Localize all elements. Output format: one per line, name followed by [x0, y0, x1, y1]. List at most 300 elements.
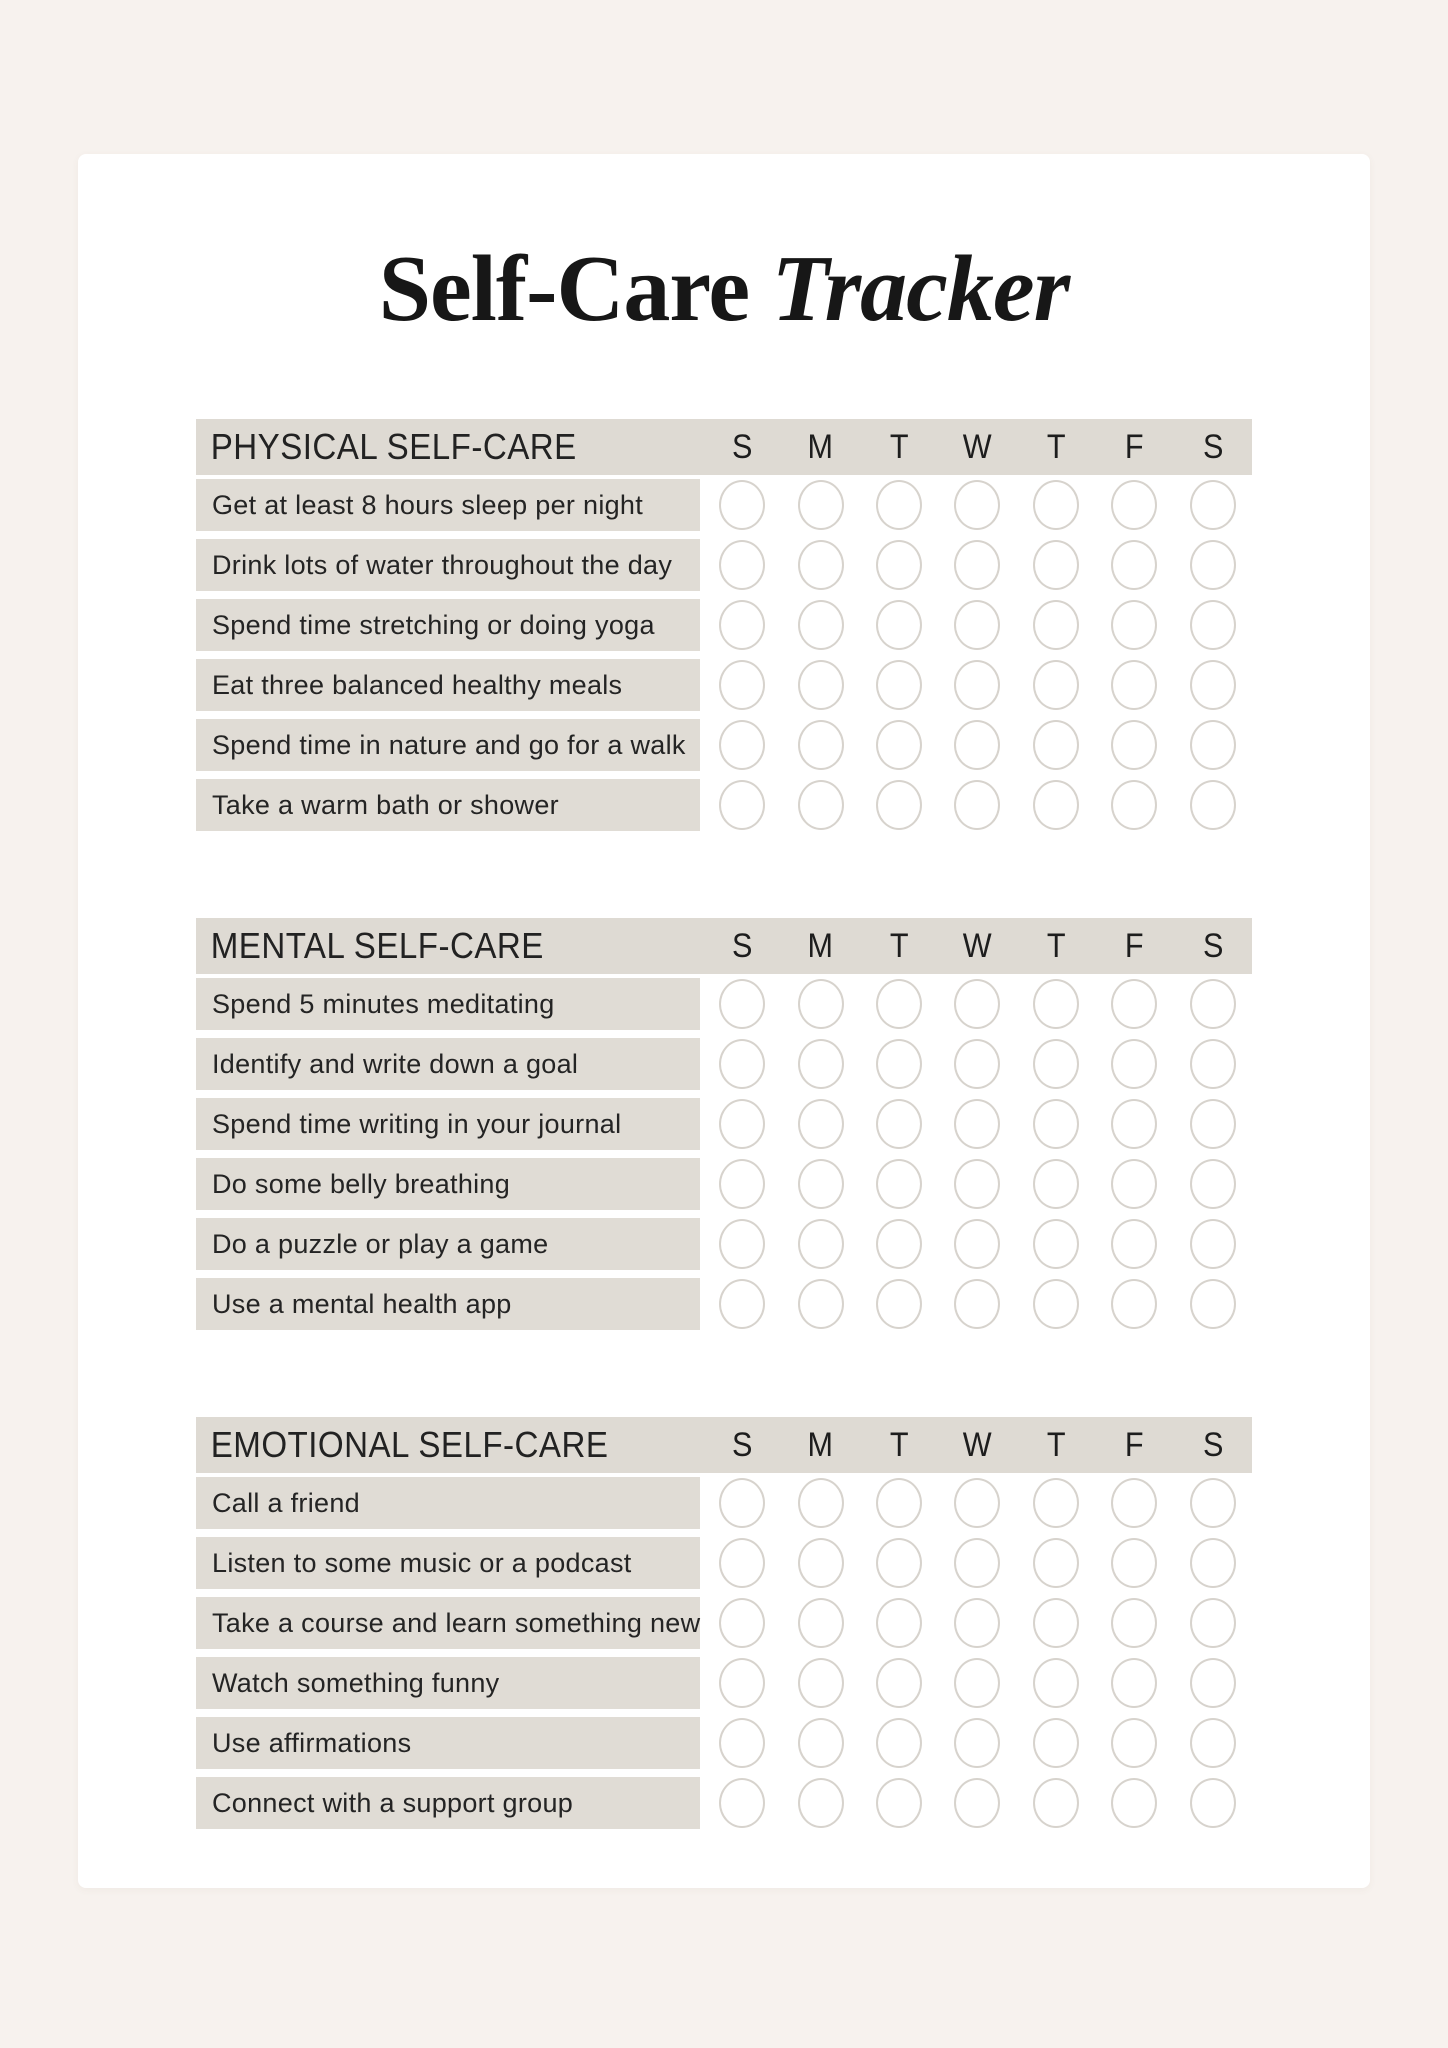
- day-letters-row: [703, 918, 1252, 974]
- task-label: Eat three balanced healthy meals: [196, 659, 700, 711]
- task-row: [196, 1477, 1252, 1529]
- day-checkbox-circle[interactable]: [1111, 1778, 1157, 1828]
- circle-cell: [781, 1158, 859, 1210]
- circle-cell: [1017, 659, 1095, 711]
- circle-cell: [781, 539, 859, 591]
- circle-cell: [938, 1038, 1016, 1090]
- day-checkbox-circle[interactable]: [954, 1279, 1000, 1329]
- task-label: Take a warm bath or shower: [196, 779, 700, 831]
- circle-cell: [1174, 539, 1252, 591]
- day-checkbox-circle[interactable]: [1033, 600, 1079, 650]
- day-checkbox-circle[interactable]: [1033, 1778, 1079, 1828]
- task-label: Call a friend: [196, 1477, 700, 1529]
- day-checkbox-circle[interactable]: [1033, 780, 1079, 830]
- circle-cell: [860, 1158, 938, 1210]
- circle-cell: [1095, 1098, 1173, 1150]
- day-checkbox-circle[interactable]: [798, 480, 844, 530]
- day-checkbox-circle[interactable]: [719, 660, 765, 710]
- day-checkbox-circle[interactable]: [954, 979, 1000, 1029]
- day-checkbox-circle[interactable]: [876, 1778, 922, 1828]
- circle-cell: [1017, 1477, 1095, 1529]
- circle-cell: [1174, 978, 1252, 1030]
- task-label: Do some belly breathing: [196, 1158, 700, 1210]
- day-checkbox-circle[interactable]: [876, 780, 922, 830]
- day-checkbox-circle[interactable]: [719, 1219, 765, 1269]
- day-checkbox-circle[interactable]: [954, 1778, 1000, 1828]
- circle-cell: [781, 1477, 859, 1529]
- day-checkbox-circle[interactable]: [1033, 660, 1079, 710]
- circle-cell: [1174, 1218, 1252, 1270]
- circle-cell: [781, 1218, 859, 1270]
- day-checkbox-circle[interactable]: [954, 1658, 1000, 1708]
- circle-cell: [1017, 1657, 1095, 1709]
- day-checkbox-circle[interactable]: [876, 1598, 922, 1648]
- circle-cell: [1174, 1158, 1252, 1210]
- task-label: Listen to some music or a podcast: [196, 1537, 700, 1589]
- circle-cell: [860, 779, 938, 831]
- day-letter: T: [1046, 427, 1066, 466]
- day-checkbox-circle[interactable]: [1111, 1718, 1157, 1768]
- circle-cell: [1174, 1777, 1252, 1829]
- day-checkbox-circle[interactable]: [1033, 1538, 1079, 1588]
- day-checkbox-circle[interactable]: [876, 600, 922, 650]
- section-title: PHYSICAL SELF-CARE: [210, 426, 577, 467]
- day-checkbox-circle[interactable]: [1111, 1478, 1157, 1528]
- day-checkbox-circle[interactable]: [954, 780, 1000, 830]
- day-checkbox-circle[interactable]: [1190, 780, 1236, 830]
- day-checkbox-circle[interactable]: [954, 1718, 1000, 1768]
- day-checkbox-circle[interactable]: [1111, 600, 1157, 650]
- task-label: Spend time in nature and go for a walk: [196, 719, 700, 771]
- day-letter: S: [1202, 926, 1223, 965]
- day-checkbox-circle[interactable]: [1111, 780, 1157, 830]
- circle-cell: [703, 1477, 781, 1529]
- day-letter: F: [1124, 926, 1144, 965]
- day-checkbox-circle[interactable]: [719, 1159, 765, 1209]
- circle-cell: [703, 539, 781, 591]
- circle-cell: [860, 659, 938, 711]
- circle-cell: [1095, 1278, 1173, 1330]
- circle-cell: [1017, 1777, 1095, 1829]
- day-checkbox-circle[interactable]: [1111, 1598, 1157, 1648]
- circle-cell: [1017, 1597, 1095, 1649]
- circle-cell: [703, 1777, 781, 1829]
- circle-cell: [1095, 719, 1173, 771]
- day-checkbox-circle[interactable]: [876, 1718, 922, 1768]
- day-checkbox-circle[interactable]: [876, 1099, 922, 1149]
- task-label: Use a mental health app: [196, 1278, 700, 1330]
- circle-cell: [703, 479, 781, 531]
- circle-cell: [938, 479, 1016, 531]
- day-letter: F: [1124, 427, 1144, 466]
- circle-cell: [1095, 1158, 1173, 1210]
- task-label: Connect with a support group: [196, 1777, 700, 1829]
- circle-cell: [781, 599, 859, 651]
- day-checkbox-circle[interactable]: [1111, 1658, 1157, 1708]
- day-checkbox-circle[interactable]: [719, 1279, 765, 1329]
- task-label: Watch something funny: [196, 1657, 700, 1709]
- day-checkbox-circle[interactable]: [798, 1159, 844, 1209]
- circle-cell: [1017, 1537, 1095, 1589]
- day-checkbox-circle[interactable]: [1111, 660, 1157, 710]
- section-rows: [196, 1477, 1252, 1829]
- day-checkbox-circle[interactable]: [798, 540, 844, 590]
- circle-cell: [1095, 1477, 1173, 1529]
- task-circles: [703, 599, 1252, 651]
- day-checkbox-circle[interactable]: [1190, 979, 1236, 1029]
- day-checkbox-circle[interactable]: [1190, 1159, 1236, 1209]
- day-checkbox-circle[interactable]: [1033, 1039, 1079, 1089]
- circle-cell: [938, 1477, 1016, 1529]
- section-rows: [196, 978, 1252, 1330]
- day-checkbox-circle[interactable]: [954, 1099, 1000, 1149]
- circle-cell: [1095, 978, 1173, 1030]
- task-circles: [703, 719, 1252, 771]
- circle-cell: [703, 659, 781, 711]
- day-checkbox-circle[interactable]: [954, 600, 1000, 650]
- day-checkbox-circle[interactable]: [876, 720, 922, 770]
- day-checkbox-circle[interactable]: [798, 1538, 844, 1588]
- day-checkbox-circle[interactable]: [1111, 480, 1157, 530]
- day-checkbox-circle[interactable]: [1190, 1718, 1236, 1768]
- day-checkbox-circle[interactable]: [719, 979, 765, 1029]
- circle-cell: [860, 539, 938, 591]
- day-checkbox-circle[interactable]: [1111, 979, 1157, 1029]
- day-checkbox-circle[interactable]: [798, 1099, 844, 1149]
- day-checkbox-circle[interactable]: [1111, 540, 1157, 590]
- day-letter: W: [963, 926, 992, 965]
- day-checkbox-circle[interactable]: [719, 780, 765, 830]
- day-checkbox-circle[interactable]: [719, 1538, 765, 1588]
- circle-cell: [1174, 1537, 1252, 1589]
- circle-cell: [703, 1098, 781, 1150]
- day-checkbox-circle[interactable]: [719, 1099, 765, 1149]
- day-checkbox-circle[interactable]: [798, 1658, 844, 1708]
- task-label: Spend 5 minutes meditating: [196, 978, 700, 1030]
- circle-cell: [703, 1657, 781, 1709]
- circle-cell: [1017, 479, 1095, 531]
- task-circles: [703, 1777, 1252, 1829]
- day-checkbox-circle[interactable]: [954, 1159, 1000, 1209]
- day-checkbox-circle[interactable]: [798, 1778, 844, 1828]
- section-title: MENTAL SELF-CARE: [210, 925, 544, 966]
- day-checkbox-circle[interactable]: [876, 480, 922, 530]
- section-header-band: [196, 419, 1252, 475]
- circle-cell: [1174, 719, 1252, 771]
- day-checkbox-circle[interactable]: [1190, 1538, 1236, 1588]
- task-row: [196, 1777, 1252, 1829]
- circle-cell: [781, 659, 859, 711]
- day-checkbox-circle[interactable]: [954, 660, 1000, 710]
- day-checkbox-circle[interactable]: [719, 1718, 765, 1768]
- task-row: [196, 539, 1252, 591]
- day-checkbox-circle[interactable]: [798, 720, 844, 770]
- page-title: [78, 238, 1370, 341]
- day-letter: S: [731, 1425, 753, 1464]
- circle-cell: [1017, 1098, 1095, 1150]
- day-checkbox-circle[interactable]: [876, 540, 922, 590]
- day-checkbox-circle[interactable]: [798, 600, 844, 650]
- task-circles: [703, 479, 1252, 531]
- day-checkbox-circle[interactable]: [954, 1039, 1000, 1089]
- day-checkbox-circle[interactable]: [1190, 600, 1236, 650]
- task-row: [196, 1278, 1252, 1330]
- circle-cell: [1174, 1477, 1252, 1529]
- day-letter: S: [1202, 427, 1223, 466]
- day-checkbox-circle[interactable]: [876, 1658, 922, 1708]
- day-checkbox-circle[interactable]: [1190, 1219, 1236, 1269]
- day-checkbox-circle[interactable]: [1111, 1219, 1157, 1269]
- day-checkbox-circle[interactable]: [1190, 540, 1236, 590]
- day-letter: M: [807, 926, 834, 965]
- circle-cell: [938, 1278, 1016, 1330]
- task-row: [196, 1218, 1252, 1270]
- task-circles: [703, 1278, 1252, 1330]
- day-checkbox-circle[interactable]: [1190, 1598, 1236, 1648]
- day-checkbox-circle[interactable]: [1190, 720, 1236, 770]
- day-checkbox-circle[interactable]: [1190, 1039, 1236, 1089]
- day-checkbox-circle[interactable]: [1190, 1658, 1236, 1708]
- day-letter: S: [1202, 1425, 1223, 1464]
- circle-cell: [1017, 1717, 1095, 1769]
- day-checkbox-circle[interactable]: [1033, 1159, 1079, 1209]
- day-checkbox-circle[interactable]: [1033, 480, 1079, 530]
- day-letter: F: [1124, 1425, 1144, 1464]
- circle-cell: [938, 539, 1016, 591]
- day-letter: S: [731, 926, 753, 965]
- circle-cell: [938, 1218, 1016, 1270]
- circle-cell: [938, 779, 1016, 831]
- circle-cell: [938, 1657, 1016, 1709]
- day-checkbox-circle[interactable]: [719, 480, 765, 530]
- circle-cell: [703, 1218, 781, 1270]
- day-checkbox-circle[interactable]: [876, 1159, 922, 1209]
- day-checkbox-circle[interactable]: [1111, 720, 1157, 770]
- day-letter: W: [963, 1425, 992, 1464]
- day-checkbox-circle[interactable]: [798, 1219, 844, 1269]
- task-label: Take a course and learn something new: [196, 1597, 700, 1649]
- day-checkbox-circle[interactable]: [954, 480, 1000, 530]
- day-checkbox-circle[interactable]: [798, 660, 844, 710]
- circle-cell: [1174, 1278, 1252, 1330]
- circle-cell: [1174, 479, 1252, 531]
- day-checkbox-circle[interactable]: [876, 1279, 922, 1329]
- day-checkbox-circle[interactable]: [954, 1598, 1000, 1648]
- day-checkbox-circle[interactable]: [1111, 1159, 1157, 1209]
- day-checkbox-circle[interactable]: [798, 1279, 844, 1329]
- circle-cell: [938, 978, 1016, 1030]
- circle-cell: [703, 599, 781, 651]
- circle-cell: [703, 1158, 781, 1210]
- page-title-regular: Self-Care: [378, 237, 750, 341]
- circle-cell: [1017, 1278, 1095, 1330]
- circle-cell: [860, 1537, 938, 1589]
- task-circles: [703, 1597, 1252, 1649]
- circle-cell: [1095, 779, 1173, 831]
- circle-cell: [1095, 1717, 1173, 1769]
- day-checkbox-circle[interactable]: [1033, 1279, 1079, 1329]
- task-circles: [703, 539, 1252, 591]
- task-circles: [703, 659, 1252, 711]
- task-row: [196, 1597, 1252, 1649]
- day-checkbox-circle[interactable]: [1190, 1778, 1236, 1828]
- day-checkbox-circle[interactable]: [1111, 1279, 1157, 1329]
- day-letter: T: [1046, 1425, 1066, 1464]
- day-checkbox-circle[interactable]: [954, 540, 1000, 590]
- day-checkbox-circle[interactable]: [1033, 720, 1079, 770]
- day-checkbox-circle[interactable]: [1190, 660, 1236, 710]
- day-checkbox-circle[interactable]: [719, 600, 765, 650]
- day-checkbox-circle[interactable]: [798, 1478, 844, 1528]
- day-checkbox-circle[interactable]: [1190, 480, 1236, 530]
- task-circles: [703, 978, 1252, 1030]
- tracker-section: [196, 419, 1252, 831]
- task-circles: [703, 1158, 1252, 1210]
- page-title-italic: Tracker: [771, 237, 1070, 341]
- day-checkbox-circle[interactable]: [954, 1478, 1000, 1528]
- tracker-sections: [196, 419, 1252, 1916]
- circle-cell: [1095, 1218, 1173, 1270]
- circle-cell: [781, 1098, 859, 1150]
- task-row: [196, 479, 1252, 531]
- day-checkbox-circle[interactable]: [719, 1778, 765, 1828]
- circle-cell: [1095, 1777, 1173, 1829]
- circle-cell: [781, 479, 859, 531]
- day-checkbox-circle[interactable]: [719, 720, 765, 770]
- circle-cell: [860, 479, 938, 531]
- task-circles: [703, 1477, 1252, 1529]
- circle-cell: [1095, 1657, 1173, 1709]
- task-row: [196, 1657, 1252, 1709]
- day-checkbox-circle[interactable]: [719, 1478, 765, 1528]
- circle-cell: [860, 1218, 938, 1270]
- section-rows: [196, 479, 1252, 831]
- circle-cell: [703, 1537, 781, 1589]
- circle-cell: [860, 599, 938, 651]
- circle-cell: [938, 1537, 1016, 1589]
- task-label: Do a puzzle or play a game: [196, 1218, 700, 1270]
- day-letter: M: [807, 427, 834, 466]
- day-checkbox-circle[interactable]: [876, 979, 922, 1029]
- circle-cell: [781, 1038, 859, 1090]
- day-checkbox-circle[interactable]: [876, 660, 922, 710]
- circle-cell: [938, 1717, 1016, 1769]
- day-checkbox-circle[interactable]: [1033, 979, 1079, 1029]
- day-checkbox-circle[interactable]: [876, 1219, 922, 1269]
- circle-cell: [781, 779, 859, 831]
- day-checkbox-circle[interactable]: [719, 1039, 765, 1089]
- circle-cell: [703, 1717, 781, 1769]
- tracker-section: [196, 1417, 1252, 1829]
- day-checkbox-circle[interactable]: [1190, 1478, 1236, 1528]
- day-letters-row: [703, 419, 1252, 475]
- day-letter: W: [963, 427, 992, 466]
- day-checkbox-circle[interactable]: [798, 979, 844, 1029]
- task-label: Get at least 8 hours sleep per night: [196, 479, 700, 531]
- circle-cell: [860, 1038, 938, 1090]
- section-title: EMOTIONAL SELF-CARE: [210, 1424, 609, 1465]
- circle-cell: [781, 978, 859, 1030]
- day-checkbox-circle[interactable]: [954, 720, 1000, 770]
- day-checkbox-circle[interactable]: [1111, 1538, 1157, 1588]
- circle-cell: [860, 1278, 938, 1330]
- task-row: [196, 1158, 1252, 1210]
- day-checkbox-circle[interactable]: [876, 1538, 922, 1588]
- task-circles: [703, 1657, 1252, 1709]
- circle-cell: [1174, 659, 1252, 711]
- circle-cell: [1095, 659, 1173, 711]
- circle-cell: [860, 1597, 938, 1649]
- day-checkbox-circle[interactable]: [719, 1658, 765, 1708]
- task-circles: [703, 1537, 1252, 1589]
- circle-cell: [938, 1158, 1016, 1210]
- circle-cell: [703, 1038, 781, 1090]
- circle-cell: [703, 779, 781, 831]
- circle-cell: [1174, 1038, 1252, 1090]
- circle-cell: [1017, 599, 1095, 651]
- day-checkbox-circle[interactable]: [876, 1039, 922, 1089]
- circle-cell: [1095, 539, 1173, 591]
- day-letter: T: [889, 1425, 909, 1464]
- day-checkbox-circle[interactable]: [798, 1039, 844, 1089]
- circle-cell: [860, 1777, 938, 1829]
- day-checkbox-circle[interactable]: [876, 1478, 922, 1528]
- day-letter: S: [731, 427, 753, 466]
- circle-cell: [703, 1278, 781, 1330]
- day-checkbox-circle[interactable]: [1033, 1099, 1079, 1149]
- day-checkbox-circle[interactable]: [1033, 1658, 1079, 1708]
- day-checkbox-circle[interactable]: [1033, 1219, 1079, 1269]
- day-checkbox-circle[interactable]: [798, 1718, 844, 1768]
- section-header-band: [196, 1417, 1252, 1473]
- day-checkbox-circle[interactable]: [1033, 1478, 1079, 1528]
- circle-cell: [1017, 779, 1095, 831]
- circle-cell: [781, 1717, 859, 1769]
- day-checkbox-circle[interactable]: [719, 540, 765, 590]
- day-checkbox-circle[interactable]: [954, 1538, 1000, 1588]
- day-checkbox-circle[interactable]: [719, 1598, 765, 1648]
- circle-cell: [1174, 599, 1252, 651]
- day-letter: M: [807, 1425, 834, 1464]
- task-row: [196, 978, 1252, 1030]
- day-checkbox-circle[interactable]: [1190, 1279, 1236, 1329]
- circle-cell: [1017, 1038, 1095, 1090]
- day-checkbox-circle[interactable]: [1033, 1718, 1079, 1768]
- circle-cell: [781, 1657, 859, 1709]
- tracker-page-card: [78, 154, 1370, 1888]
- circle-cell: [938, 719, 1016, 771]
- day-checkbox-circle[interactable]: [1190, 1099, 1236, 1149]
- day-checkbox-circle[interactable]: [1111, 1039, 1157, 1089]
- day-checkbox-circle[interactable]: [1033, 1598, 1079, 1648]
- day-checkbox-circle[interactable]: [1111, 1099, 1157, 1149]
- circle-cell: [1017, 1158, 1095, 1210]
- circle-cell: [1095, 479, 1173, 531]
- day-checkbox-circle[interactable]: [954, 1219, 1000, 1269]
- task-label: Identify and write down a goal: [196, 1038, 700, 1090]
- circle-cell: [781, 719, 859, 771]
- circle-cell: [938, 659, 1016, 711]
- task-circles: [703, 1218, 1252, 1270]
- circle-cell: [1095, 599, 1173, 651]
- circle-cell: [703, 1597, 781, 1649]
- day-checkbox-circle[interactable]: [798, 1598, 844, 1648]
- circle-cell: [938, 1098, 1016, 1150]
- day-checkbox-circle[interactable]: [798, 780, 844, 830]
- circle-cell: [1174, 1657, 1252, 1709]
- day-checkbox-circle[interactable]: [1033, 540, 1079, 590]
- circle-cell: [1095, 1038, 1173, 1090]
